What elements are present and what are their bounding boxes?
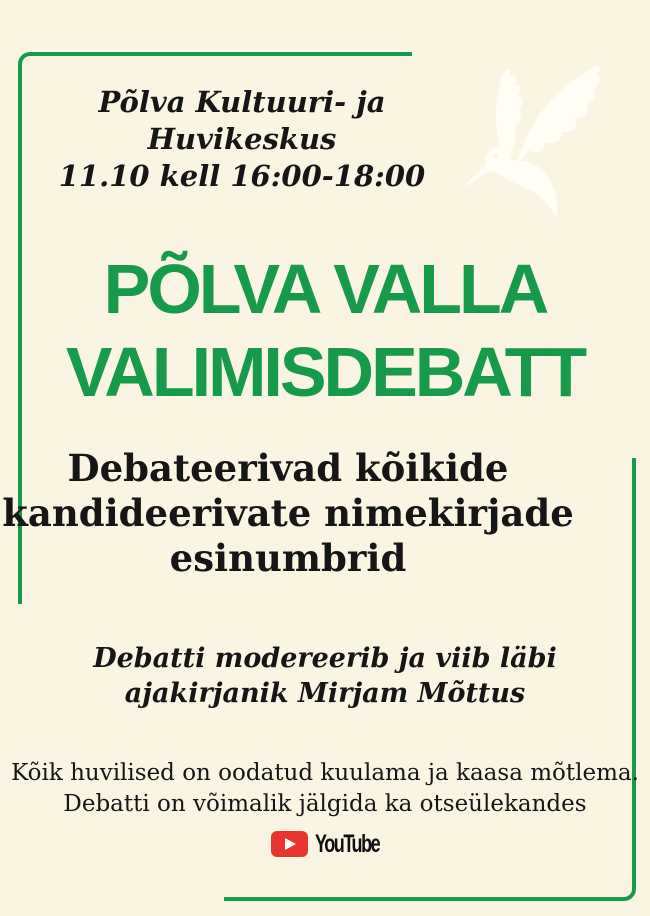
- play-triangle-icon: [285, 838, 296, 850]
- poster-title: [0, 248, 650, 414]
- footer-line: Debatti on võimalik jälgida ka otseülekandes: [63, 791, 587, 817]
- title-line-1: PÕLVA VALLA: [103, 250, 547, 328]
- moderator-line: ajakirjanik Mirjam Mõttus: [124, 678, 526, 709]
- footer-info: [0, 758, 650, 820]
- event-datetime: 11.10 kell 16:00-18:00: [58, 159, 426, 193]
- title-line-2: VALIMISDEBATT: [65, 333, 585, 411]
- venue-info: [0, 84, 484, 195]
- subtitle-line: esinumbrid: [169, 536, 407, 580]
- subtitle-line: kandideerivate nimekirjade: [2, 491, 574, 535]
- youtube-play-icon: [271, 831, 308, 857]
- youtube-wordmark: YouTube: [315, 830, 380, 858]
- footer-line: Kõik huvilised on oodatud kuulama ja kaasa mõtlema.: [11, 760, 639, 786]
- venue-name: Põlva Kultuuri- ja Huvikeskus: [98, 85, 386, 156]
- poster-subtitle: [0, 446, 613, 581]
- subtitle-line: Debateerivad kõikide: [67, 446, 509, 490]
- youtube-logo: [0, 830, 650, 858]
- moderator-info: [0, 641, 650, 711]
- moderator-line: Debatti modereerib ja viib läbi: [93, 643, 557, 674]
